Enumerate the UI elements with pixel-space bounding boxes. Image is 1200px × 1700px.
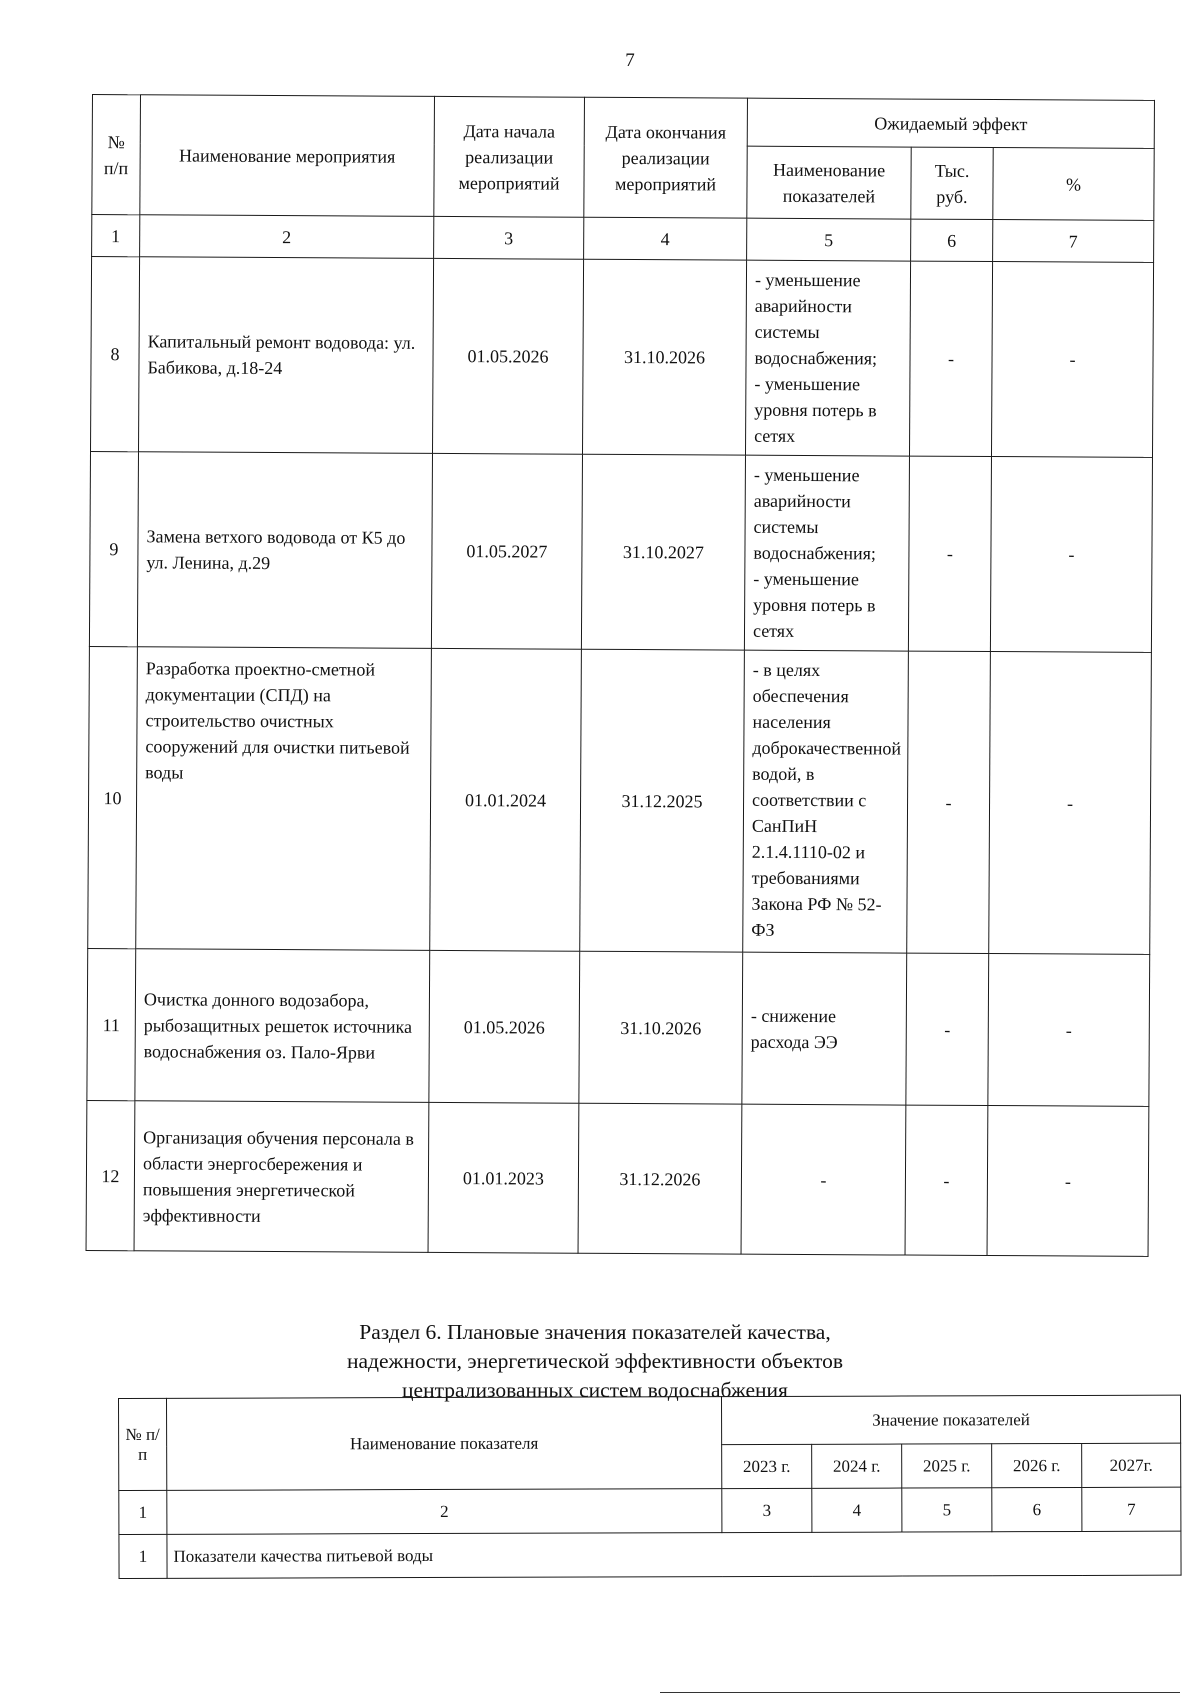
end-date: 31.10.2026 xyxy=(579,951,743,1104)
header-num: № п/п xyxy=(119,1398,167,1490)
indicator-group-name: Показатели качества питьевой воды xyxy=(167,1531,1181,1578)
start-date: 01.01.2023 xyxy=(428,1102,579,1253)
column-number: 1 xyxy=(119,1490,167,1534)
column-number: 4 xyxy=(584,217,747,260)
column-number: 2 xyxy=(140,215,434,259)
start-date: 01.05.2026 xyxy=(429,950,580,1103)
thousand-rub-value: - xyxy=(906,953,989,1105)
row-num: 8 xyxy=(91,257,140,452)
section-title: Раздел 6. Плановые значения показателей качества, надежности, энергетической эффективности объектов централизованных систем водоснабжения xyxy=(347,1320,843,1402)
table-row xyxy=(91,257,1154,458)
event-name: Разработка проектно-сметной документации (СПД) на строительство очистных сооружений для очистки питьевой воды xyxy=(136,647,432,951)
header-start-date: Дата начала реализации мероприятий xyxy=(434,96,585,217)
column-number: 2 xyxy=(167,1489,722,1535)
header-thousand-rub: Тыс. руб. xyxy=(911,147,993,219)
thousand-rub-value: - xyxy=(905,1105,988,1255)
percent-value: - xyxy=(990,457,1152,653)
header-indicator-name: Наименование показателя xyxy=(167,1397,722,1491)
table-row xyxy=(88,646,1152,954)
column-number: 3 xyxy=(722,1488,812,1532)
percent-value: - xyxy=(988,954,1150,1107)
percent-value: - xyxy=(991,262,1153,458)
event-name: Очистка донного водозабора, рыбозащитных решеток источника водоснабжения оз. Пало-Ярви xyxy=(135,949,430,1103)
column-number: 5 xyxy=(902,1488,992,1532)
header-year: 2024 г. xyxy=(812,1444,902,1488)
row-num: 1 xyxy=(119,1534,167,1578)
column-number: 6 xyxy=(992,1487,1082,1531)
table-row xyxy=(89,451,1152,652)
expected-effect: - в целях обеспечения населения доброкачественной водой, в соответствии с СанПиН 2.1.4.1110-02 и требованиями Закона РФ № 52-ФЗ xyxy=(743,650,909,953)
header-event-name: Наименование мероприятия xyxy=(140,95,435,217)
end-date: 31.12.2026 xyxy=(578,1103,742,1254)
percent-value: - xyxy=(989,652,1152,955)
row-num: 12 xyxy=(86,1100,135,1250)
column-number: 6 xyxy=(911,219,993,261)
column-number-row xyxy=(92,215,1154,263)
row-num: 11 xyxy=(87,948,136,1100)
table-row xyxy=(119,1531,1181,1578)
expected-effect: - уменьшение аварийности системы водоснабжения; - уменьшение уровня потерь в сетях xyxy=(744,455,909,651)
header-indicator-name: Наименование показателей xyxy=(747,146,911,219)
header-year: 2025 г. xyxy=(902,1444,992,1488)
column-number: 7 xyxy=(1082,1487,1181,1531)
row-num: 9 xyxy=(89,451,138,646)
header-year: 2027г. xyxy=(1082,1443,1181,1487)
thousand-rub-value: - xyxy=(908,456,991,651)
event-name: Организация обучения персонала в области энергосбережения и повышения энергетической эффективности xyxy=(134,1101,429,1253)
start-date: 01.01.2024 xyxy=(430,648,582,951)
percent-value: - xyxy=(987,1106,1149,1257)
column-number: 7 xyxy=(993,220,1154,263)
header-year: 2026 г. xyxy=(992,1443,1082,1487)
events-table xyxy=(86,94,1155,1257)
header-end-date: Дата окончания реализации мероприятий xyxy=(584,97,748,218)
end-date: 31.10.2027 xyxy=(581,454,745,650)
thousand-rub-value: - xyxy=(907,651,991,953)
column-number: 3 xyxy=(434,216,584,259)
event-name: Капитальный ремонт водовода: ул. Бабикова, д.18-24 xyxy=(139,257,434,454)
start-date: 01.05.2026 xyxy=(432,258,583,454)
table-row xyxy=(87,948,1150,1106)
column-number-row xyxy=(119,1487,1181,1534)
column-number: 1 xyxy=(92,215,140,257)
bottom-divider xyxy=(660,1692,1180,1693)
header-year: 2023 г. xyxy=(722,1444,812,1488)
expected-effect: - уменьшение аварийности системы водоснабжения; - уменьшение уровня потерь в сетях xyxy=(745,260,910,456)
end-date: 31.12.2025 xyxy=(580,649,745,952)
header-expected-effect: Ожидаемый эффект xyxy=(747,98,1154,148)
start-date: 01.05.2027 xyxy=(431,453,582,649)
header-indicator-values: Значение показателей xyxy=(721,1395,1180,1444)
table-row xyxy=(86,1100,1149,1256)
indicators-table xyxy=(118,1395,1182,1579)
thousand-rub-value: - xyxy=(909,261,992,456)
header-percent: % xyxy=(993,148,1154,221)
end-date: 31.10.2026 xyxy=(582,259,746,455)
column-number: 5 xyxy=(747,218,911,261)
expected-effect: - снижение расхода ЭЭ xyxy=(742,952,907,1105)
page-number: 7 xyxy=(625,50,635,71)
row-num: 10 xyxy=(88,646,138,948)
header-num: № п/п xyxy=(92,95,141,215)
expected-effect: - xyxy=(741,1104,906,1255)
event-name: Замена ветхого водовода от К5 до ул. Ленина, д.29 xyxy=(137,452,432,649)
column-number: 4 xyxy=(812,1488,902,1532)
